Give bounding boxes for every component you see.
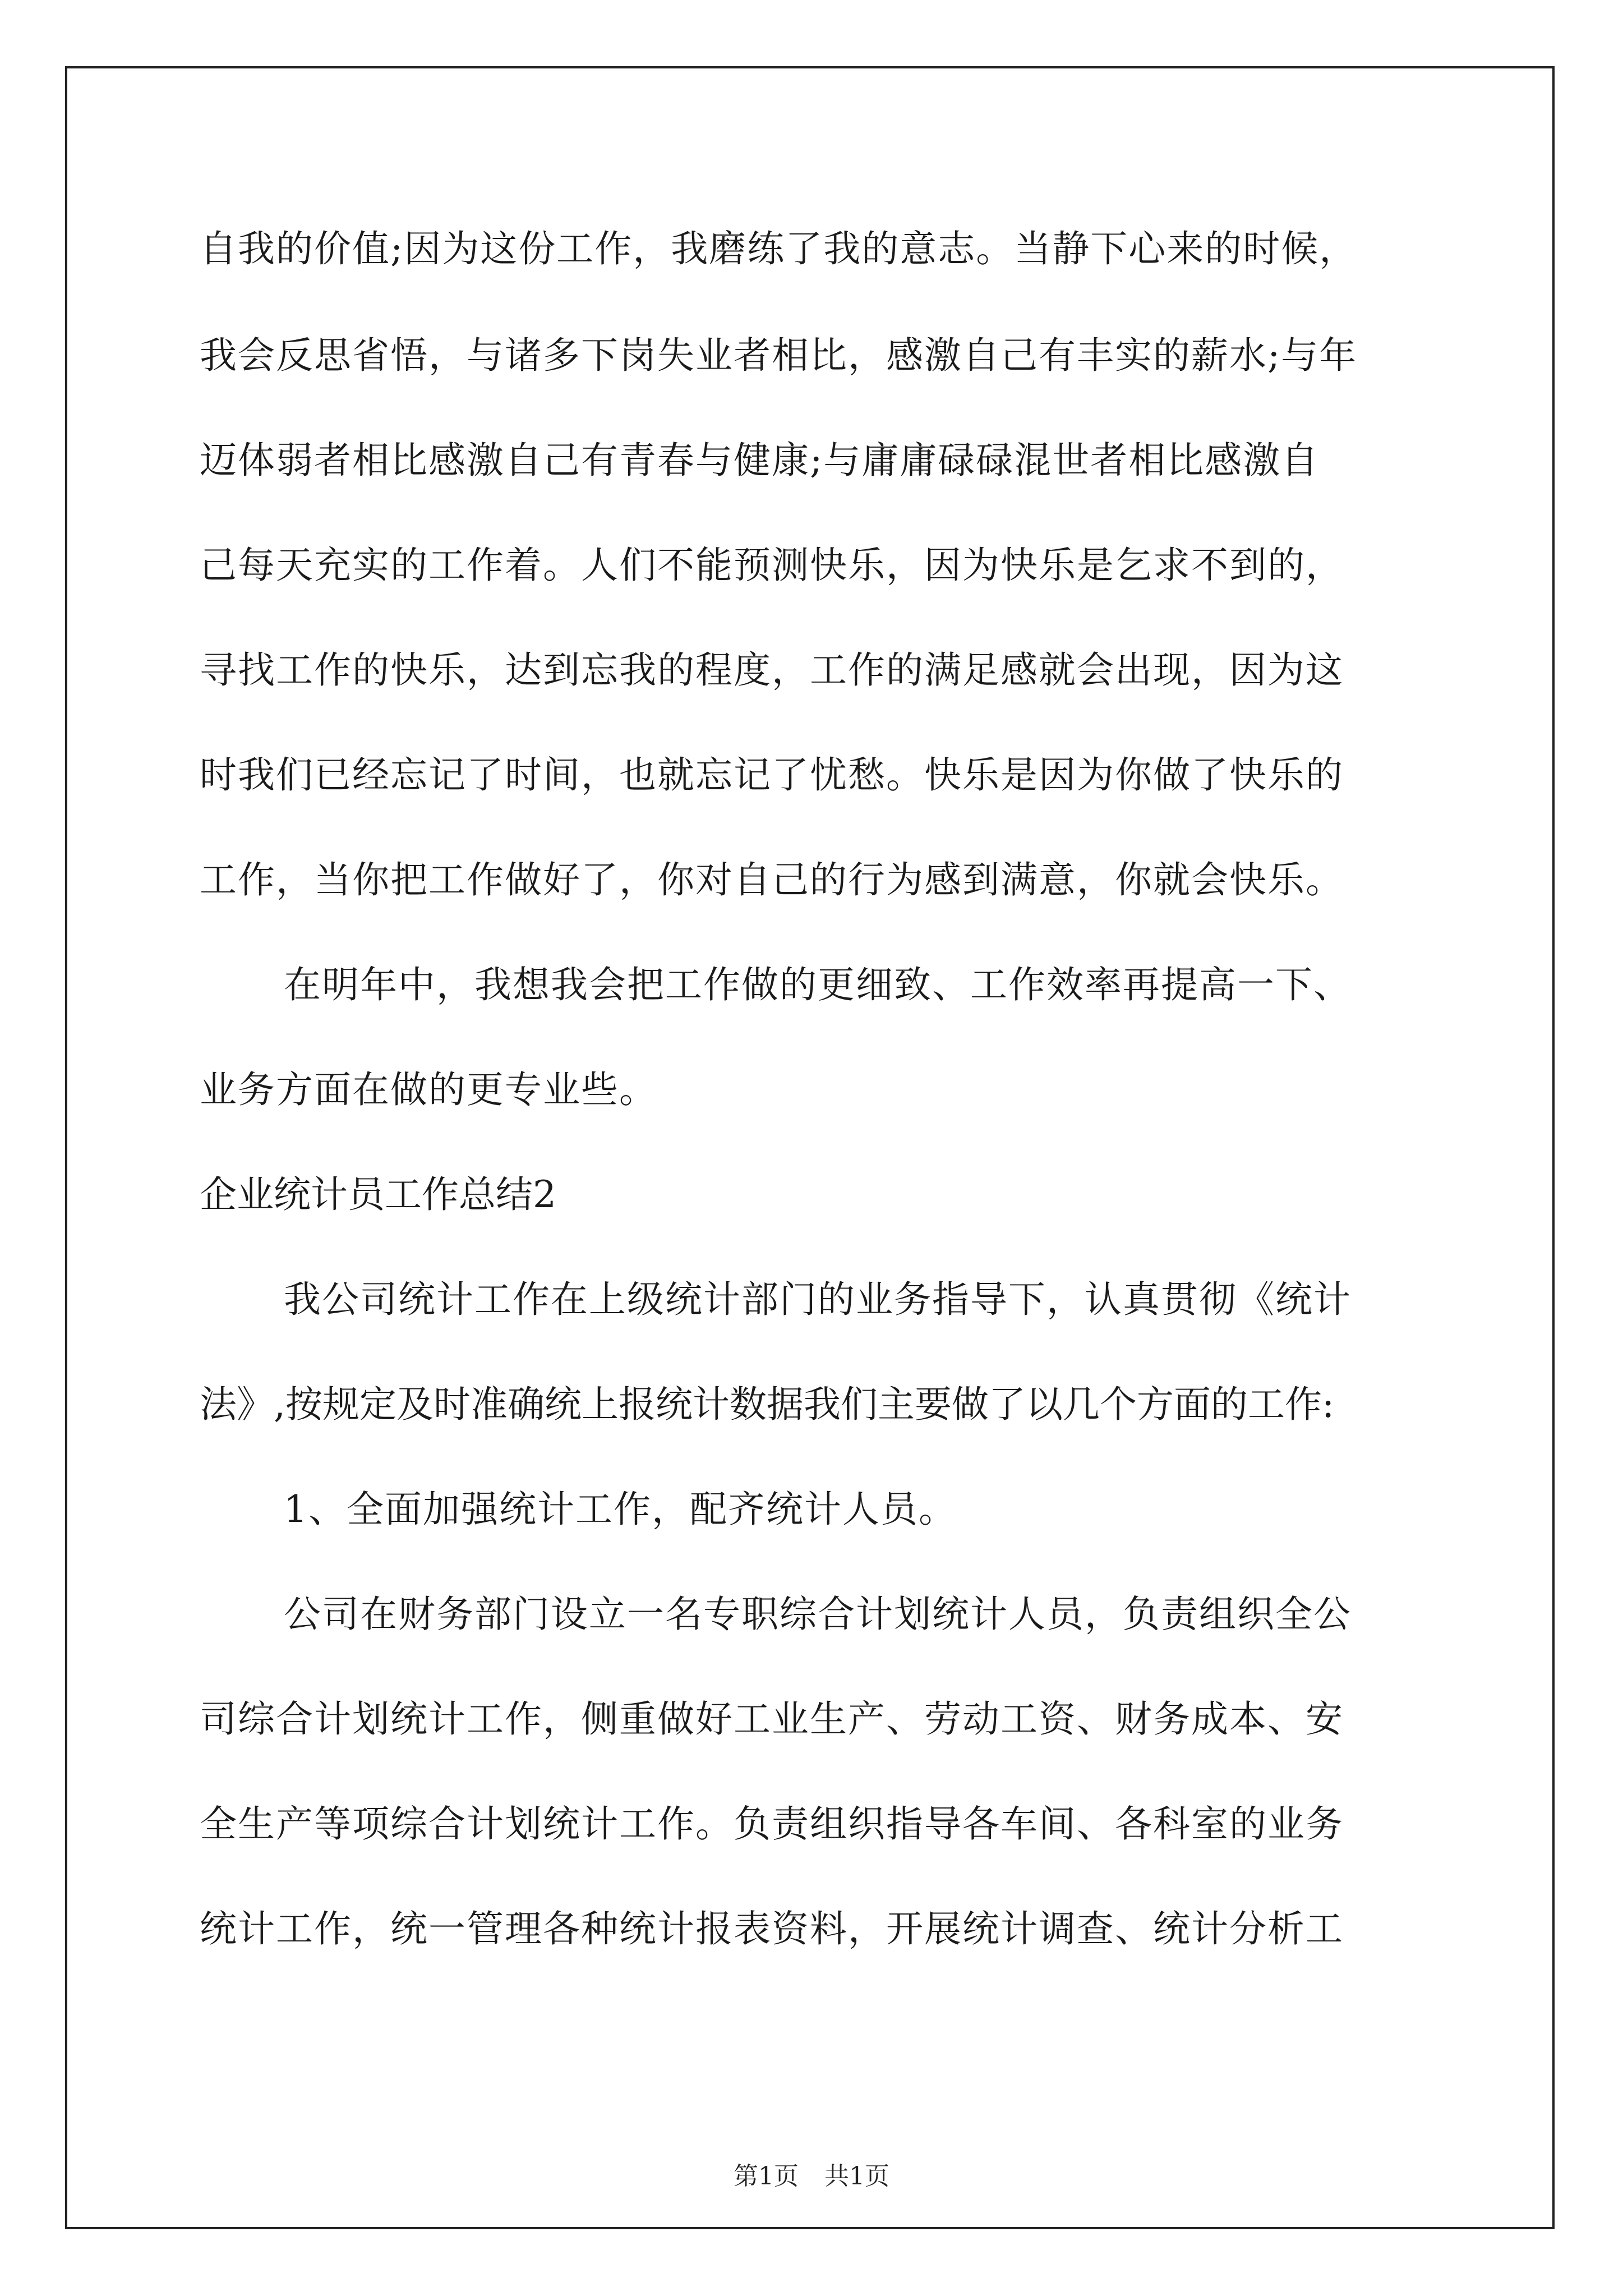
text-line: 我会反思省悟，与诸多下岗失业者相比，感激自己有丰实的薪水;与年 xyxy=(200,334,1358,377)
page-border xyxy=(65,66,1555,2229)
page-number: 第1页 xyxy=(734,2162,799,2191)
page-total: 共1页 xyxy=(824,2162,889,2191)
section-heading: 企业统计员工作总结2 xyxy=(200,1173,556,1216)
text-line: 时我们已经忘记了时间，也就忘记了忧愁。快乐是因为你做了快乐的 xyxy=(200,753,1344,797)
text-line: 寻找工作的快乐，达到忘我的程度，工作的满足感就会出现，因为这 xyxy=(200,648,1344,692)
text-line: 司综合计划统计工作，侧重做好工业生产、劳动工资、财务成本、安 xyxy=(200,1697,1344,1741)
text-line: 己每天充实的工作着。人们不能预测快乐，因为快乐是乞求不到的， xyxy=(200,544,1344,587)
paragraph-first-line: 公司在财务部门设立一名专职综合计划统计人员，负责组织全公 xyxy=(284,1593,1352,1636)
text-line: 业务方面在做的更专业些。 xyxy=(200,1068,657,1111)
page-footer xyxy=(0,2162,1623,2191)
text-line: 全生产等项综合计划统计工作。负责组织指导各车间、各科室的业务 xyxy=(200,1802,1344,1846)
text-line: 工作，当你把工作做好了，你对自己的行为感到满意，你就会快乐。 xyxy=(200,858,1344,901)
text-line: 法》,按规定及时准确统上报统计数据我们主要做了以几个方面的工作: xyxy=(200,1383,1335,1426)
text-line: 统计工作，统一管理各种统计报表资料，开展统计调查、统计分析工 xyxy=(200,1907,1344,1950)
paragraph-first-line: 我公司统计工作在上级统计部门的业务指导下，认真贯彻《统计 xyxy=(284,1278,1352,1321)
text-line: 自我的价值;因为这份工作，我磨练了我的意志。当静下心来的时候， xyxy=(200,227,1358,270)
paragraph-first-line: 1、全面加强统计工作，配齐统计人员。 xyxy=(284,1488,957,1531)
text-line: 迈体弱者相比感激自己有青春与健康;与庸庸碌碌混世者相比感激自 xyxy=(200,439,1320,482)
paragraph-first-line: 在明年中，我想我会把工作做的更细致、工作效率再提高一下、 xyxy=(284,963,1352,1006)
